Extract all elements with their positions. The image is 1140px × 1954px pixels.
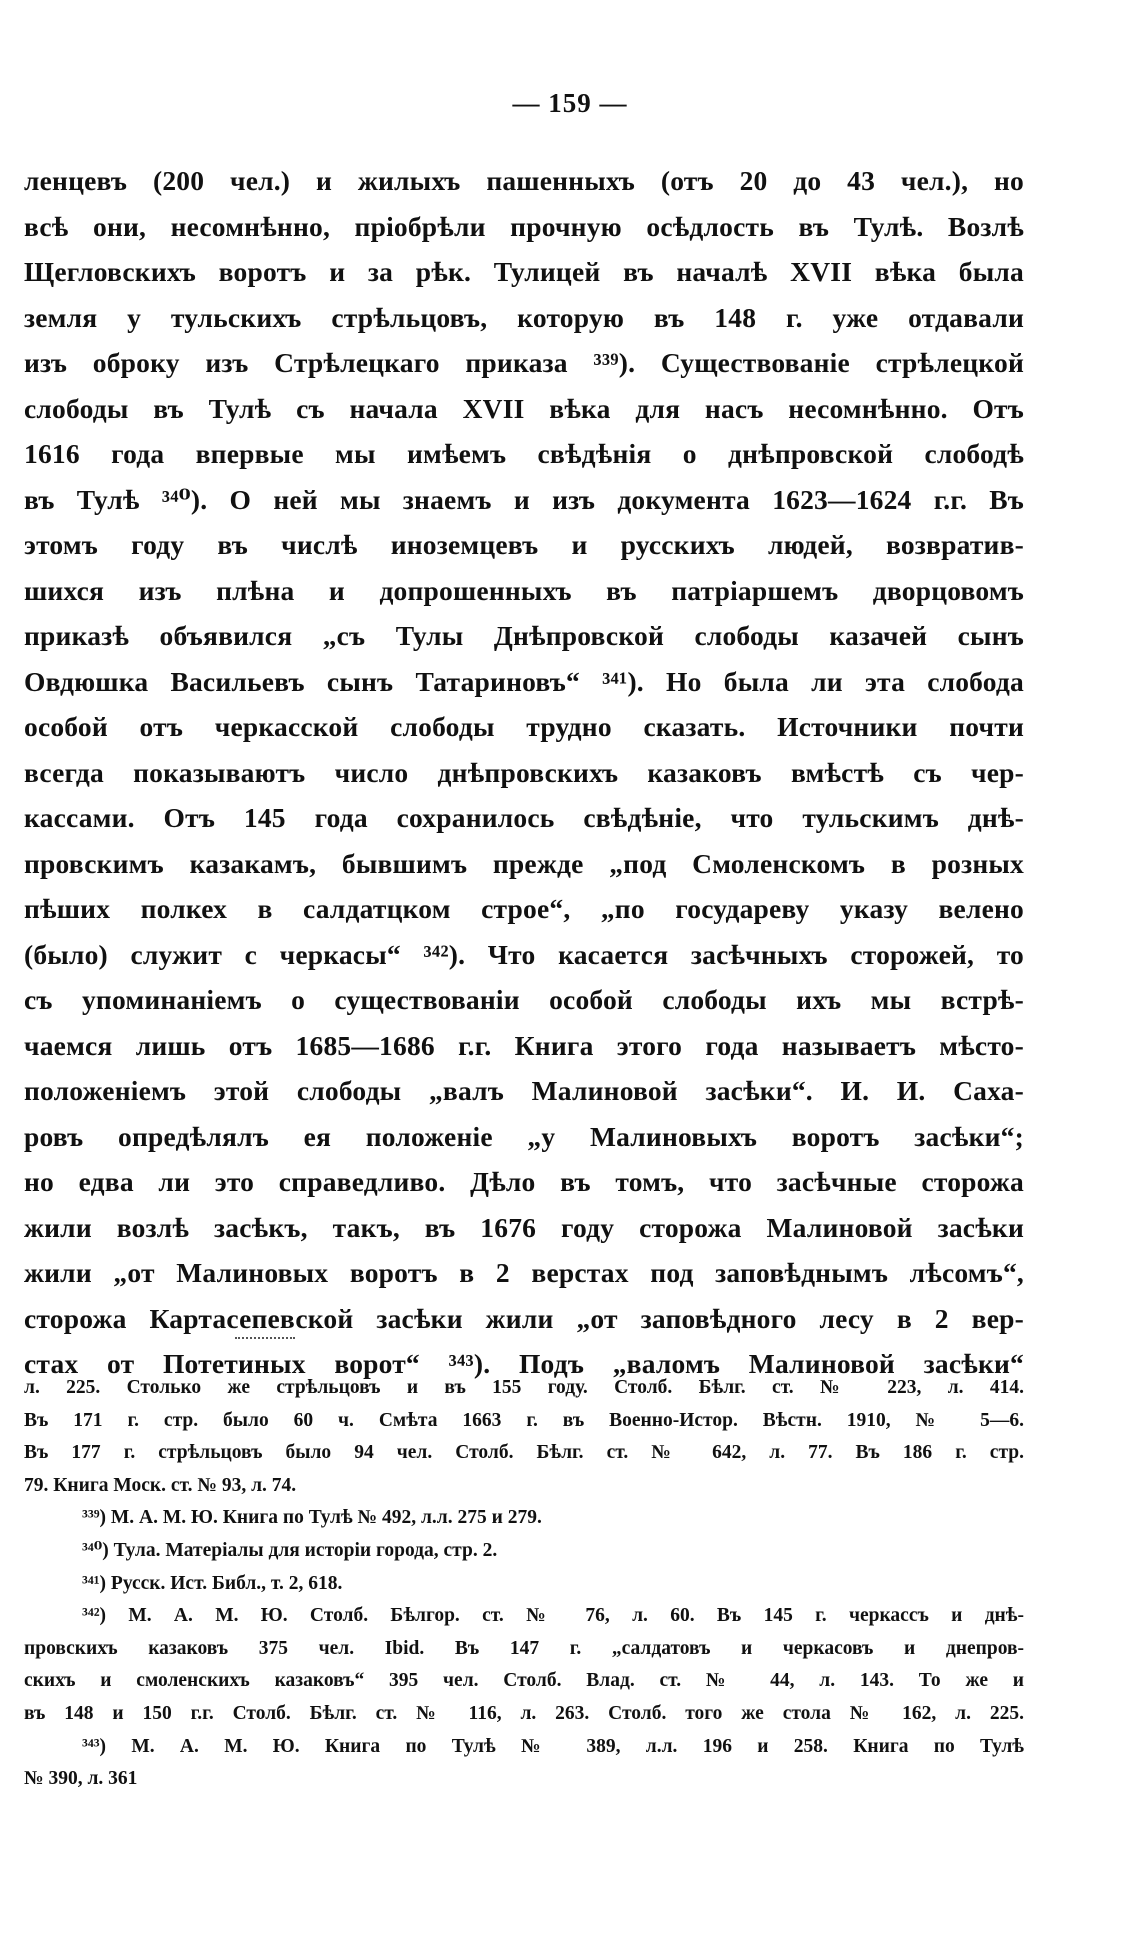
text-line: чаемся лишь отъ 1685—1686 г.г. Книга этого года называетъ мѣсто- (24, 1029, 1024, 1061)
footnote-line: Въ 171 г. стр. было 60 ч. Смѣта 1663 г. въ Военно-Истор. Вѣстн. 1910, № 5—6. (24, 1409, 1024, 1431)
text-line: пѣших полкех в салдатцком строе“, „по государеву указу велено (24, 893, 1024, 924)
main-text-body (24, 158, 1024, 1387)
text-line: но едва ли это справедливо. Дѣло въ томъ, что засѣчные сторожа (24, 1166, 1024, 1197)
text-line: кассами. Отъ 145 года сохранилось свѣдѣніе, что тульскимъ днѣ- (24, 802, 1024, 833)
text-line: всегда показываютъ число днѣпровскихъ казаковъ вмѣстѣ съ чер- (24, 756, 1024, 788)
text-line: ленцевъ (200 чел.) и жилыхъ пашенныхъ (отъ 20 до 43 чел.), но (24, 165, 1024, 196)
text-line: слободы въ Тулѣ съ начала XVII вѣка для насъ несомнѣнно. Отъ (24, 392, 1024, 424)
footnote-separator (235, 1337, 295, 1339)
footnote-line: въ 148 и 150 г.г. Столб. Бѣлг. ст. № 116, л. 263. Столб. того же стола № 162, л. 225. (24, 1702, 1024, 1724)
footnote-line: л. 225. Столько же стрѣльцовъ и въ 155 году. Столб. Бѣлг. ст. № 223, л. 414. (24, 1377, 1024, 1398)
footnotes-block (24, 1372, 1024, 1796)
text-line: земля у тульскихъ стрѣльцовъ, которую въ 148 г. уже отдавали (24, 301, 1024, 333)
text-line: всѣ они, несомнѣнно, пріобрѣли прочную осѣдлость въ Тулѣ. Возлѣ (24, 210, 1024, 242)
text-line: стах от Потетиных ворот“ ³⁴³). Подъ „валомъ Малиновой засѣки“ (24, 1348, 1024, 1379)
text-line: шихся изъ плѣна и допрошенныхъ въ патріаршемъ дворцовомъ (24, 574, 1024, 606)
footnote-line: скихъ и смоленскихъ казаковъ“ 395 чел. Столб. Влад. ст. № 44, л. 143. То же и (24, 1670, 1024, 1692)
text-line: изъ оброку изъ Стрѣлецкаго приказа ³³⁹). Существованіе стрѣлецкой (24, 347, 1024, 378)
text-line: въ Тулѣ ³⁴⁰). О ней мы знаемъ и изъ документа 1623—1624 г.г. Въ (24, 483, 1024, 515)
footnote-line: 79. Книга Моск. ст. № 93, л. 74. (24, 1474, 297, 1496)
text-line: положеніемъ этой слободы „валъ Малиновой засѣки“. И. И. Саха- (24, 1075, 1024, 1106)
footnote-line: ³⁴³) М. А. М. Ю. Книга по Тулѣ № 389, л.л. 196 и 258. Книга по Тулѣ (82, 1735, 1024, 1757)
footnote-line: Въ 177 г. стрѣльцовъ было 94 чел. Столб. Бѣлг. ст. № 642, л. 77. Въ 186 г. стр. (24, 1442, 1024, 1464)
text-line: 1616 года впервые мы имѣемъ свѣдѣнія о днѣпровской слободѣ (24, 438, 1024, 469)
footnote-line: № 390, л. 361 (24, 1768, 138, 1790)
text-line: ровъ опредѣлялъ ея положеніе „у Малиновыхъ воротъ засѣки“; (24, 1120, 1024, 1152)
footnote-line: ³⁴²) М. А. М. Ю. Столб. Бѣлгор. ст. № 76, л. 60. Въ 145 г. черкассъ и днѣ- (82, 1605, 1024, 1627)
footnote-line: ³⁴¹) Русск. Ист. Библ., т. 2, 618. (82, 1572, 343, 1594)
footnote-line: провскихъ казаковъ 375 чел. Ibid. Въ 147 г. „салдатовъ и черкасовъ и днепров- (24, 1637, 1024, 1659)
text-line: особой отъ черкасской слободы трудно сказать. Источники почти (24, 711, 1024, 742)
text-line: приказѣ объявился „съ Тулы Днѣпровской слободы казачей сынъ (24, 620, 1024, 651)
text-line: Овдюшка Васильевъ сынъ Татариновъ“ ³⁴¹). Но была ли эта слобода (24, 665, 1024, 697)
footnote-line: ³³⁹) М. А. М. Ю. Книга по Тулѣ № 492, л.л. 275 и 279. (82, 1507, 542, 1529)
text-line: жили „от Малиновых воротъ в 2 верстах под заповѣднымъ лѣсомъ“, (24, 1257, 1024, 1288)
text-line: Щегловскихъ воротъ и за рѣк. Тулицей въ началѣ XVII вѣка была (24, 256, 1024, 287)
text-line: этомъ году въ числѣ иноземцевъ и русскихъ людей, возвратив- (24, 529, 1024, 560)
text-line: жили возлѣ засѣкъ, такъ, въ 1676 году сторожа Малиновой засѣки (24, 1211, 1024, 1243)
text-line: (было) служит с черкасы“ ³⁴²). Что касается засѣчныхъ сторожей, то (24, 938, 1024, 970)
text-line: провскимъ казакамъ, бывшимъ прежде „под Смоленскомъ в розных (24, 847, 1024, 879)
text-line: сторожа Картасепевской засѣки жили „от заповѣдного лесу в 2 вер- (24, 1302, 1024, 1334)
footnote-line: ³⁴⁰) Тула. Матеріалы для исторіи города, стр. 2. (82, 1539, 498, 1561)
text-line: съ упоминаніемъ о существованіи особой слободы ихъ мы встрѣ- (24, 984, 1024, 1015)
page-number: — 159 — (512, 88, 628, 118)
